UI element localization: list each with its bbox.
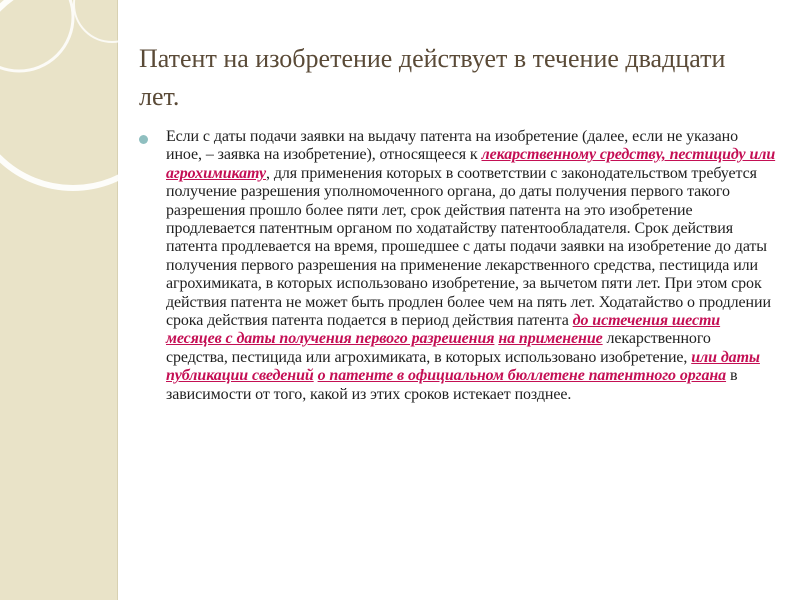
bullet-list bbox=[139, 128, 779, 404]
link-official-bulletin[interactable]: о патенте в официальном бюллетене патентного органа bbox=[317, 367, 727, 385]
text-segment-4: лекарственного средства, пестицида или агрохимиката, в которых использовано изобретение, bbox=[166, 330, 711, 366]
link-medicinal-product[interactable]: лекарственному средству, пестициду или агрохимикату bbox=[166, 146, 776, 182]
text-segment-6: в зависимости от того, какой из этих сроков истекает позднее. bbox=[166, 367, 738, 403]
text-segment-1: Если с даты подачи заявки на выдачу патента на изобретение (далее, если не указано иное, – заявка на изобретение), относящееся к bbox=[166, 128, 739, 164]
slide-title: Патент на изобретение действует в течение двадцати лет. bbox=[139, 44, 726, 111]
bullet-dot-icon bbox=[139, 135, 148, 144]
link-for-use[interactable]: на применение bbox=[498, 330, 603, 348]
text-segment-2: , для применения которых в соответствии с законодательством требуется получение разрешения уполномоченного органа, до даты получения первого такого разрешения прошло более пяти лет, срок действия патента на это изобретение продлевается патентным органом по ходатайству патентообладателя. Срок действия патента продлевается на время, прошедшее с даты подачи заявки на изобретение до даты получения первого разрешения на применение лекарственного средства, пестицида или агрохимиката, в которых использовано изобретение, за вычетом пяти лет. При этом срок действия патента не может быть продлен более чем на пять лет. Ходатайство о продлении срока действия патента подается в период действия патента bbox=[166, 164, 771, 330]
left-decor-panel bbox=[0, 0, 117, 600]
bullet-item bbox=[139, 128, 779, 404]
bullet-text bbox=[166, 128, 776, 404]
slide-content bbox=[139, 128, 779, 404]
link-six-months-deadline[interactable]: до истечения шести месяцев с даты получения первого разрешения bbox=[166, 312, 721, 348]
panel-divider bbox=[117, 0, 118, 600]
link-publication-date[interactable]: или даты публикации сведений bbox=[166, 348, 760, 385]
